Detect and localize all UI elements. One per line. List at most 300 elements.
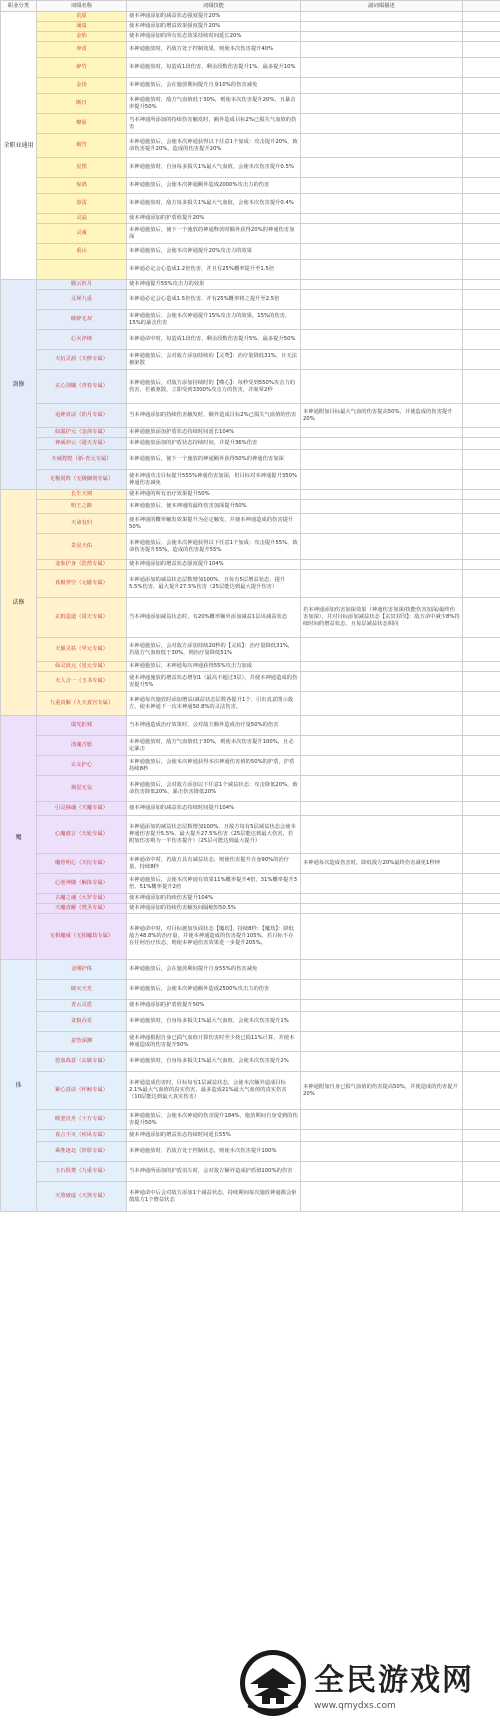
name-cell: 重山 <box>37 244 127 260</box>
header-blank <box>463 1 500 12</box>
skill-cell: 本神通施放后，本神通每次神通获得55%攻击力加成 <box>127 662 301 672</box>
skill-cell: 使本神通添加的减益状态强度提升20% <box>127 12 301 22</box>
skill-cell: 本神通施放时，敌方每多损失1%最大气血值，会使本次伤害提升0.4% <box>127 194 301 214</box>
name-cell: 玄心剑魄（青春专属） <box>37 370 127 404</box>
blank-cell <box>463 12 500 22</box>
table-row <box>1 802 500 816</box>
blank-cell <box>463 32 500 42</box>
blank-cell <box>463 854 500 874</box>
blank-cell <box>463 214 500 224</box>
skill-cell: 本神通必定会心造成1.2倍伤害，并且有25%概率提升至1.5倍 <box>127 260 301 280</box>
sub-cell <box>301 224 463 244</box>
blank-cell <box>463 1012 500 1032</box>
skill-cell: 本神通添加的减益状态层数增加100%，且敌方每有5层减益状态会使本神通伤害提升5.5%，最大提升27.5%伤害（25层能达到最大伤害，若附加伤害则为一半伤害提升）（25层可能达到最大提升） <box>127 816 301 854</box>
name-cell: 心逆神随（解体专属） <box>37 874 127 894</box>
blank-cell <box>463 1182 500 1212</box>
table-row <box>1 1052 500 1072</box>
blank-cell <box>463 158 500 178</box>
blank-cell <box>463 816 500 854</box>
sub-cell: 若本神通添加伤害加深效果（神通伤害加深/技能伤害加深/最终伤害加深），并对目标添加减益状态【玄冥封印】：敌方命中减少8%持续时间的增益状态，且每层减益状态相同 <box>301 598 463 638</box>
name-cell: 贪狼吞星 <box>37 1012 127 1032</box>
blank-cell <box>463 960 500 980</box>
blank-cell <box>463 404 500 428</box>
name-cell: 破碎无双 <box>37 310 127 330</box>
sub-cell <box>301 310 463 330</box>
sub-cell <box>301 450 463 470</box>
skill-cell: 本神通施放添加护盾状态持续时间延长104% <box>127 428 301 438</box>
class-cell: 法修 <box>1 490 37 716</box>
sub-cell <box>301 1110 463 1130</box>
header-class: 职业分类 <box>1 1 37 12</box>
sub-cell <box>301 1000 463 1012</box>
table-row <box>1 736 500 756</box>
blank-cell <box>463 598 500 638</box>
table-row <box>1 638 500 662</box>
skill-cell: 本神通施放后，会对敌方添加持续的【灵鸢】：治疗量降低31%，且无法被驱散 <box>127 350 301 370</box>
sub-cell <box>301 638 463 662</box>
table-row <box>1 330 500 350</box>
skill-cell: 使本神通施放的增益状态增加1（最高不超过3层），并使本神通造成的伤害提升5% <box>127 672 301 692</box>
table-row <box>1 280 500 290</box>
name-cell: 玉石俱焚（九重专属） <box>37 1162 127 1182</box>
skill-cell: 当本神通所添加的持续伤害触发时，额外造成目标2%已损失气血值的伤害 <box>127 114 301 134</box>
skill-cell: 本神通施放后，使下一个施放的神通额外获得50%的神通伤害加深 <box>127 450 301 470</box>
sub-cell <box>301 662 463 672</box>
blank-cell <box>463 42 500 58</box>
sub-cell <box>301 802 463 816</box>
blank-cell <box>463 78 500 94</box>
sub-cell <box>301 42 463 58</box>
sub-cell <box>301 194 463 214</box>
table-row <box>1 776 500 802</box>
skill-cell: 当本神通所添加的护盾消失时，会对敌方额外造成护盾值100%的伤害 <box>127 1162 301 1182</box>
name-cell: 仙露护元（念剑专属） <box>37 428 127 438</box>
table-row <box>1 490 500 500</box>
sub-cell <box>301 330 463 350</box>
blank-cell <box>463 672 500 692</box>
class-cell: 魔 <box>1 716 37 960</box>
sub-cell <box>301 22 463 32</box>
blank-cell <box>463 776 500 802</box>
table-row <box>1 214 500 224</box>
table-row <box>1 12 500 22</box>
table-row <box>1 1012 500 1032</box>
skill-cell: 使本神通添加的持续伤害触发间隔缩短50.5% <box>127 904 301 914</box>
sub-cell <box>301 490 463 500</box>
blank-cell <box>463 874 500 894</box>
skill-cell: 使本神通添加的增益状态持续时间延长55% <box>127 1130 301 1142</box>
blank-cell <box>463 310 500 330</box>
skill-cell: 当本神通添加减益状态时，有20%概率额外添加减益1层该减益状态 <box>127 598 301 638</box>
table-row <box>1 42 500 58</box>
sub-cell <box>301 178 463 194</box>
blank-cell <box>463 914 500 960</box>
skill-cell: 本神通施放后，会使本次神通的伤害提升184%，施放期间自身受到的伤害提升50% <box>127 1110 301 1130</box>
name-cell: 玄女护心 <box>37 756 127 776</box>
name-cell: 星图 <box>37 158 127 178</box>
skill-cell: 本神通施放时，若敌方处于控制效果，则使本次伤害提升40% <box>127 42 301 58</box>
name-cell: 无极剑阵（无极御剑专属） <box>37 470 127 490</box>
name-cell: 断日 <box>37 94 127 114</box>
name-cell: 碎竹 <box>37 58 127 78</box>
skill-cell: 使本神通的概率触发效果提升为必定触发，并使本神通造成的伤害提升50% <box>127 514 301 534</box>
sub-cell <box>301 114 463 134</box>
name-cell: 意坠深渊 <box>37 1032 127 1052</box>
name-cell: 怒血战意（玄敏专属） <box>37 1052 127 1072</box>
sub-cell <box>301 1012 463 1032</box>
blank-cell <box>463 534 500 560</box>
sub-cell <box>301 244 463 260</box>
name-cell: 破釜沉舟（十方专属） <box>37 1110 127 1130</box>
table-row <box>1 260 500 280</box>
name-cell: 真极穿空（元磁专属） <box>37 570 127 598</box>
table-row <box>1 514 500 534</box>
skill-cell: 使本神通添加的所有状态效果持续时间延长20% <box>127 32 301 42</box>
table-row <box>1 350 500 370</box>
table-row <box>1 570 500 598</box>
sub-cell: 本神通每次造成伤害时，降低敌方20%最终伤害减免1秒钟 <box>301 854 463 874</box>
skill-cell: 使本神通攻击目标提升555%神通伤害加深，但目标对本神通提升350%神通伤害减免 <box>127 470 301 490</box>
skill-cell: 本神通施放时，自身每多损失1%最大气血值，会使本次伤害提升1% <box>127 1012 301 1032</box>
blank-cell <box>463 1162 500 1182</box>
header-sub: 副词缀描述 <box>301 1 463 12</box>
sub-cell <box>301 672 463 692</box>
sub-cell <box>301 370 463 404</box>
name-cell: 仙灵汲元（星元专属） <box>37 662 127 672</box>
skill-cell: 使本神通提升55%攻击力的效果 <box>127 280 301 290</box>
blank-cell <box>463 438 500 450</box>
name-cell: 天命有归 <box>37 514 127 534</box>
blank-cell <box>463 244 500 260</box>
table-row <box>1 894 500 904</box>
table-row <box>1 914 500 960</box>
blank-cell <box>463 290 500 310</box>
table-row <box>1 158 500 178</box>
blank-cell <box>463 470 500 490</box>
sub-cell <box>301 32 463 42</box>
table-row <box>1 290 500 310</box>
blank-cell <box>463 662 500 672</box>
skill-cell: 本神通施放后，会使本次神通额外造成2000%攻击力的伤害 <box>127 178 301 194</box>
class-cell: 剑修 <box>1 280 37 490</box>
table-row <box>1 1032 500 1052</box>
table-row <box>1 22 500 32</box>
sub-cell <box>301 736 463 756</box>
blank-cell <box>463 894 500 904</box>
name-cell: 燎原 <box>37 114 127 134</box>
table-row <box>1 500 500 514</box>
table-row <box>1 874 500 894</box>
blank-cell <box>463 194 500 214</box>
blank-cell <box>463 514 500 534</box>
blank-cell <box>463 756 500 776</box>
sub-cell <box>301 960 463 980</box>
sub-cell <box>301 78 463 94</box>
blank-cell <box>463 260 500 280</box>
name-cell: 破灭天光 <box>37 980 127 1000</box>
skill-cell: 使本神通添加的护盾值提升20% <box>127 214 301 224</box>
sub-cell <box>301 12 463 22</box>
table-row <box>1 32 500 42</box>
name-cell: 破竹 <box>37 134 127 158</box>
table-row <box>1 178 500 194</box>
name-cell: 神威冲云（通天专属） <box>37 438 127 450</box>
table-row <box>1 1110 500 1130</box>
sub-cell <box>301 914 463 960</box>
sub-cell <box>301 816 463 854</box>
table-row <box>1 1142 500 1162</box>
sub-cell <box>301 776 463 802</box>
name-cell: 天煞破虚（天煞专属） <box>37 1182 127 1212</box>
blank-cell <box>463 1000 500 1012</box>
name-cell: 乘胜逐北（妙影专属） <box>37 1142 127 1162</box>
sub-cell <box>301 1162 463 1182</box>
name-cell: 天人合一（玉书专属） <box>37 672 127 692</box>
skill-cell: 本神通施放时，敌方气血值低于30%，则使本次伤害提升20%，且暴击率提升50% <box>127 94 301 114</box>
blank-cell <box>463 428 500 438</box>
name-cell: 金刚护体 <box>37 960 127 980</box>
sub-cell <box>301 58 463 78</box>
sub-cell <box>301 514 463 534</box>
blank-cell <box>463 904 500 914</box>
name-cell: 古魔之魂（大罗专属） <box>37 894 127 904</box>
sub-cell: 本神通附加目标最大气血的伤害提高50%，并使造成的伤害提升20% <box>301 404 463 428</box>
sub-cell <box>301 534 463 560</box>
sub-cell <box>301 560 463 570</box>
name-cell: 明王之路 <box>37 500 127 514</box>
skill-cell: 本神通施放后，会在施放期间提升自身55%的伤害减免 <box>127 960 301 980</box>
name-cell: 祸星无妄 <box>37 776 127 802</box>
skill-cell: 使本神通添加的护盾值提升50% <box>127 1000 301 1012</box>
blank-cell <box>463 736 500 756</box>
skill-cell: 使本神通添加的持续伤害提升104% <box>127 894 301 904</box>
name-cell: 天衍灵洞（天修专属） <box>37 350 127 370</box>
table-row <box>1 1130 500 1142</box>
blank-cell <box>463 1110 500 1130</box>
name-cell: 灵威 <box>37 224 127 244</box>
class-cell: 全职业通用 <box>1 12 37 280</box>
skill-cell: 本神通施放后，会在施放期间提升自身10%的伤害减免 <box>127 78 301 94</box>
name-cell: 心魔惑言（天轮专属） <box>37 816 127 854</box>
skill-cell: 本神通施放添加的护盾状态持续时间，并提升36%伤害 <box>127 438 301 450</box>
skill-cell: 本神通命中时，对目标施加负面状态【魔劫】，持续8秒：【魔劫】：降低敌方48.8%的治疗量，并使本神通造成的伤害提升105%，若目标不存在任何治疗状态，则使本神通伤害效果进一步提升205%。 <box>127 914 301 960</box>
site-logo <box>232 1644 494 1722</box>
skill-cell: 本神通必定会心造成1.5倍伤害，并有25%概率将之提升至2.5倍 <box>127 290 301 310</box>
skill-cell: 使本神通添加的减益状态持续时间提升104% <box>127 802 301 816</box>
sub-cell <box>301 290 463 310</box>
name-cell: 龙象护身（浩然专属） <box>37 560 127 570</box>
table-row <box>1 94 500 114</box>
table-row <box>1 114 500 134</box>
name-cell: 天魔真解（梵圣专属） <box>37 904 127 914</box>
skill-cell: 本神通施放后，会使本次神通获得以下任意1个加成：攻击提升55%，致命伤害提升55%，造成的伤害提升55% <box>127 534 301 560</box>
blank-cell <box>463 1052 500 1072</box>
sub-cell <box>301 1142 463 1162</box>
skill-cell: 本神通命中后会对敌方添加1个减益状态，持续期间每次施放神通都会驱散敌方1个增益状态 <box>127 1182 301 1212</box>
sub-cell <box>301 260 463 280</box>
skill-cell: 本神通造成伤害时，目标每有1层减益状态，会使本次额外造成目标2.1%最大气血值的真实伤害，最多造成21%最大气血值的真实伤害（10层能达到最大真实伤害） <box>127 1072 301 1110</box>
name-cell: 魔骨明心（天衍专属） <box>37 854 127 874</box>
skill-cell: 本神通施放时，敌方气血值低于30%，则使本次伤害提升100%，且必定暴击 <box>127 736 301 756</box>
table-row <box>1 662 500 672</box>
table-row <box>1 598 500 638</box>
header-name: 词缀名称 <box>37 1 127 12</box>
table-row <box>1 672 500 692</box>
name-cell: 九重真解（九天真宫专属） <box>37 692 127 716</box>
pavilion-icon <box>238 1648 308 1718</box>
skill-cell: 本神通施放后，会使本次神通提升15%攻击力的效果，15%的伤害，15%的暴击伤害 <box>127 310 301 330</box>
name-cell: 瑞光拒邪 <box>37 716 127 736</box>
sub-cell <box>301 1032 463 1052</box>
name-cell: 景星天佑 <box>37 534 127 560</box>
skill-cell: 本神通施放时，自身每多损失1%最大气血值，会使本次伤害提升0.5% <box>127 158 301 178</box>
blank-cell <box>463 370 500 404</box>
blank-cell <box>463 490 500 500</box>
sub-cell <box>301 1130 463 1142</box>
skill-cell: 本神通施放后，会使本次神通提升20%攻击力的效果 <box>127 244 301 260</box>
skill-cell: 本神通施放后，使本神通的最终伤害加深提升50% <box>127 500 301 514</box>
blank-cell <box>463 22 500 32</box>
blank-cell <box>463 134 500 158</box>
name-cell: 心火淬锋 <box>37 330 127 350</box>
skill-cell: 本神通施放后，对敌方添加持续时的【噬心】：每秒受到550%攻击力的伤害，若被驱散，立即受到3300%攻击力的伤害，并眩晕2秒 <box>127 370 301 404</box>
table-header-row <box>1 1 500 12</box>
name-cell: 紫心真诀（怀鲸专属） <box>37 1072 127 1110</box>
sub-cell: 本神通附加自身已损气血值的伤害提高50%，并使造成的伤害提升20% <box>301 1072 463 1110</box>
table-row <box>1 854 500 874</box>
sub-cell <box>301 280 463 290</box>
name-cell: 灵晶 <box>37 214 127 224</box>
blank-cell <box>463 1130 500 1142</box>
name-cell: 长生天则 <box>37 490 127 500</box>
name-cell: 腾云折月 <box>37 280 127 290</box>
name-cell: 金汤 <box>37 78 127 94</box>
blank-cell <box>463 560 500 570</box>
table-row <box>1 470 500 490</box>
blank-cell <box>463 1072 500 1110</box>
skill-cell: 使本神通添加的增益效果强度提升20% <box>127 22 301 32</box>
skill-cell: 使本神通根据自身已损气血值计算伤害时至少按已损11%计算，并使本神通造成的伤害提升50% <box>127 1032 301 1052</box>
table-row <box>1 1072 500 1110</box>
blank-cell <box>463 980 500 1000</box>
sub-cell <box>301 500 463 514</box>
skill-cell: 使本神通添加的增益状态强度提升104% <box>127 560 301 570</box>
skill-cell: 本神通施放后，会使本次神通有效果11%概率提升4倍、31%概率提升3倍、51%概率提升2倍 <box>127 874 301 894</box>
name-cell <box>37 260 127 280</box>
blank-cell <box>463 94 500 114</box>
name-cell: 惊鸿 <box>37 178 127 194</box>
blank-cell <box>463 114 500 134</box>
sub-cell <box>301 214 463 224</box>
skill-cell: 本神通施放后，会对敌方添加以下任意1个减益状态：攻击降低20%，致命伤害降低20%，暴击伤害降低20% <box>127 776 301 802</box>
logo-title: 全民游戏网 <box>314 1663 474 1698</box>
blank-cell <box>463 450 500 470</box>
sub-cell <box>301 94 463 114</box>
table-row <box>1 692 500 716</box>
sub-cell <box>301 692 463 716</box>
sub-cell <box>301 1052 463 1072</box>
name-cell: 金焰 <box>37 32 127 42</box>
name-cell: 玄机造道（周天专属） <box>37 598 127 638</box>
table-row <box>1 980 500 1000</box>
sub-cell <box>301 350 463 370</box>
skill-cell: 本神通施放后，会对敌方添加持续20秒的【灵枯】：治疗量降低31%，若敌方气血值低于30%，则治疗量降低51% <box>127 638 301 662</box>
blank-cell <box>463 692 500 716</box>
name-cell: 天倾灵枯（甲元专属） <box>37 638 127 662</box>
blank-cell <box>463 224 500 244</box>
table-row <box>1 534 500 560</box>
table-row <box>1 716 500 736</box>
blank-cell <box>463 638 500 662</box>
sub-cell <box>301 438 463 450</box>
skill-cell: 本神通添加的减益状态层数增加100%，且每有5层增益状态，提升5.5%伤害，最大提升27.5%伤害（25层能达到最大提升伤害） <box>127 570 301 598</box>
table-row <box>1 1000 500 1012</box>
sub-cell <box>301 904 463 914</box>
table-row <box>1 1162 500 1182</box>
blank-cell <box>463 350 500 370</box>
table-row <box>1 134 500 158</box>
table-row <box>1 816 500 854</box>
skill-cell: 本神通施放时，每造成1段伤害，剩余段数伤害提升1%，最多提升10% <box>127 58 301 78</box>
table-row <box>1 78 500 94</box>
sub-cell <box>301 470 463 490</box>
name-cell: 追神真诀（幼月专属） <box>37 404 127 428</box>
table-row <box>1 904 500 914</box>
name-cell: 清魂吉愿 <box>37 736 127 756</box>
skill-cell: 使本神通的所有治疗效果提升50% <box>127 490 301 500</box>
table-row <box>1 58 500 78</box>
name-cell: 引灵摘魂（天魔专属） <box>37 802 127 816</box>
sub-cell <box>301 980 463 1000</box>
blank-cell <box>463 570 500 598</box>
sub-cell <box>301 716 463 736</box>
skill-cell: 本神通施放后，会使本次神通获得以下任意1个加成：攻击提升20%，致命伤害提升20%，造成的伤害提升20% <box>127 134 301 158</box>
name-cell: 灵犀九重 <box>37 290 127 310</box>
blank-cell <box>463 280 500 290</box>
skill-cell: 本神通施放后，会使本次神通获得本次神通伤害值的50%的护盾，护盾持续8秒 <box>127 756 301 776</box>
skill-cell: 本神通施放时，若敌方处于控制状态，则使本次伤害提升100% <box>127 1142 301 1162</box>
name-cell: 春雷 <box>37 194 127 214</box>
blank-cell <box>463 178 500 194</box>
table-row <box>1 310 500 330</box>
skill-cell: 本神通每次施放时添加增益/减益状态层数各提升1个，引出真意图示敌方，使本神通下一次本神通50.8%的灵法伤害。 <box>127 692 301 716</box>
blank-cell <box>463 330 500 350</box>
sub-cell <box>301 894 463 904</box>
sub-cell <box>301 428 463 438</box>
table-row <box>1 404 500 428</box>
name-cell: 荒原 <box>37 12 127 22</box>
blank-cell <box>463 1142 500 1162</box>
blank-cell <box>463 1032 500 1052</box>
table-row <box>1 450 500 470</box>
name-cell: 无相魔威（无相魔劫专属） <box>37 914 127 960</box>
skill-cell: 当本神通造成治疗效果时，会对敌方额外造成治疗量50%的伤害 <box>127 716 301 736</box>
sub-cell <box>301 874 463 894</box>
table-row <box>1 244 500 260</box>
name-cell: 奔雷 <box>37 42 127 58</box>
sub-cell <box>301 1182 463 1212</box>
blank-cell <box>463 58 500 78</box>
sub-cell <box>301 570 463 598</box>
skill-cell: 本神通施放后，使下一个施放的神通释放时额外获得20%的神通伤害加深 <box>127 224 301 244</box>
sub-cell <box>301 158 463 178</box>
blank-cell <box>463 500 500 514</box>
skill-cell: 当本神通添加的持续伤害触发时，额外造成目标2%已损失气血值的伤害 <box>127 404 301 428</box>
blank-cell <box>463 802 500 816</box>
logo-url: www.qmydxs.com <box>314 1701 396 1711</box>
table-row <box>1 756 500 776</box>
name-cell: 天威煌煌（新-青元专属） <box>37 450 127 470</box>
